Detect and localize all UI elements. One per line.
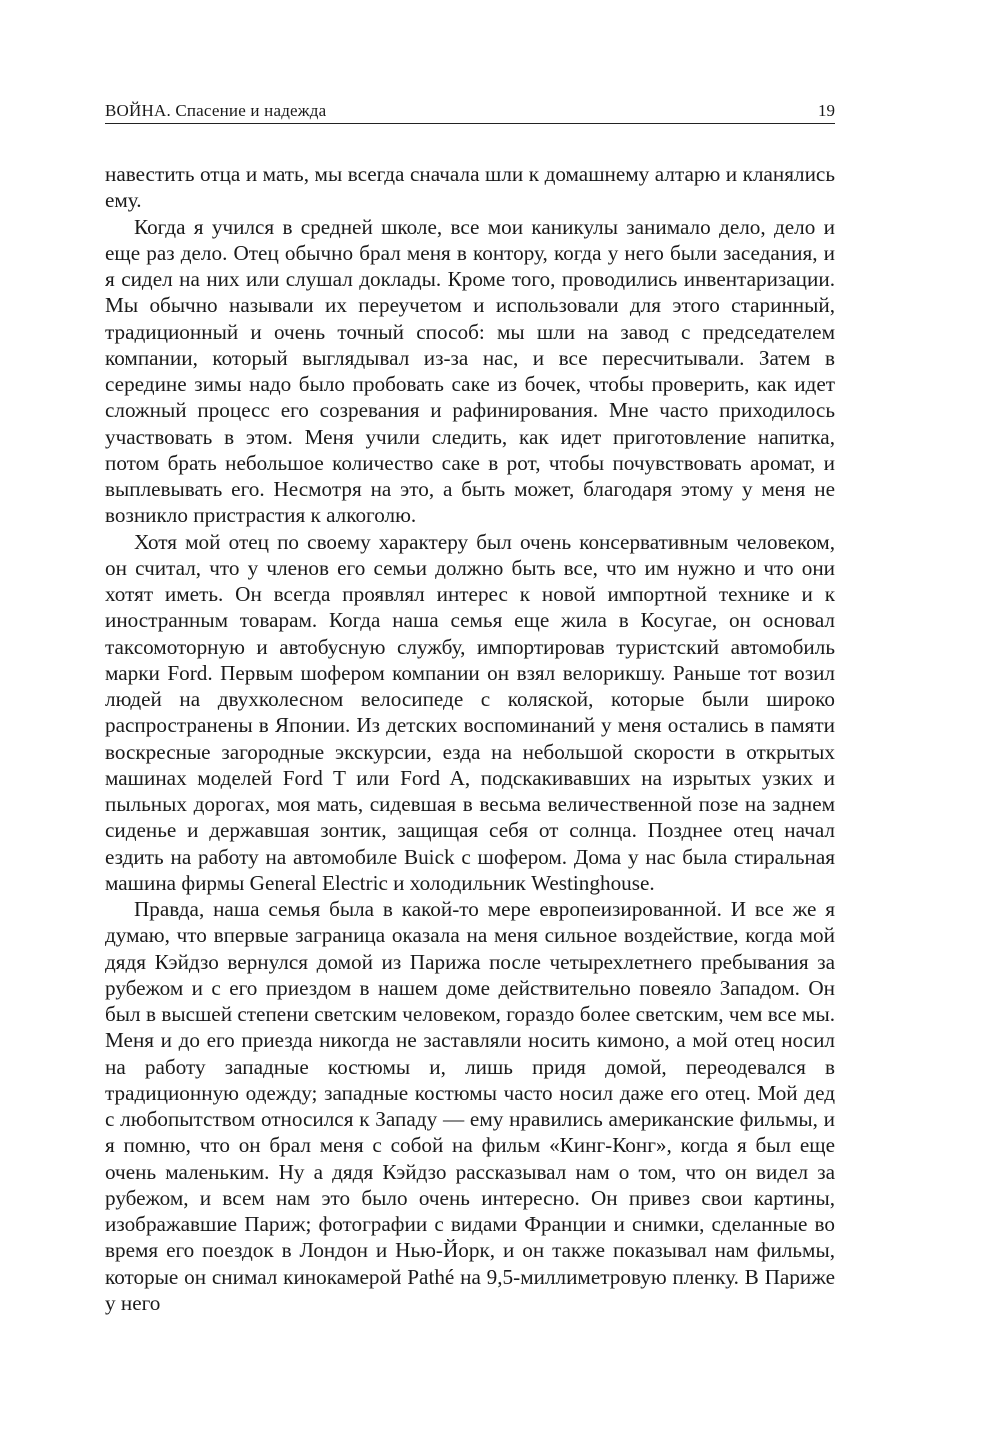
- running-header-title: ВОЙНА. Спасение и надежда: [105, 101, 327, 120]
- paragraph-uncle-keizo: Правда, наша семья была в какой-то мере европеизированной. И все же я думаю, что впервые заграница оказала на меня сильное воздействие, когда мой дядя Кэйдзо вернулся домой из Парижа после четырехлетнего пребывания за рубежом и с его приездом в нашем доме действительно повеяло Западом. Он был в высшей степени светским человеком, гораздо более светским, чем все мы. Меня и до его приезда никогда не заставляли носить кимоно, а мой отец носил на работу западные костюмы и, лишь придя домой, переодевался в традиционную одежду; западные костюмы часто носил даже его отец. Мой дед с любопытством относился к Западу — ему нравились американские фильмы, и я помню, что он брал меня с собой на фильм «Кинг-Конг», когда я был еще очень маленьким. Ну а дядя Кэйдзо рассказывал нам о том, что он видел за рубежом, и всем нам это было очень интересно. Он привез свои картины, изображавшие Париж; фотографии с видами Франции и снимки, сделанные во время его поездок в Лондон и Нью-Йорк, и он также показывал нам фильмы, которые он снимал кинокамерой Pathé на 9,5-миллиметровую пленку. В Париже у него: [105, 897, 835, 1315]
- paragraph-continuation: навестить отца и мать, мы всегда сначала шли к домашнему алтарю и кланялись ему.: [105, 162, 835, 213]
- running-header: [105, 99, 835, 124]
- body-text: [105, 161, 835, 1316]
- page-number: 19: [818, 101, 835, 120]
- paragraph-school-vacations: Когда я учился в средней школе, все мои каникулы занимало дело, дело и еще раз дело. Отец обычно брал меня в контору, когда у него были заседания, и я сидел на них или слушал доклады. Кроме того, проводились инвентаризации. Мы обычно называли их переучетом и использовали для этого старинный, традиционный и очень точный способ: мы шли на завод с председателем компании, который выглядывал из-за нас, и все пересчитывали. Затем в середине зимы надо было пробовать саке из бочек, чтобы проверить, как идет сложный процесс его созревания и рафинирования. Мне часто приходилось участвовать в этом. Меня учили следить, как идет приготовление напитка, потом брать небольшое количество саке в рот, чтобы почувствовать аромат, и выплевывать его. Несмотря на это, а быть может, благодаря этому у меня не возникло пристрастия к алкоголю.: [105, 214, 835, 528]
- paragraph-father-imports: Хотя мой отец по своему характеру был очень консервативным человеком, он считал, что у членов его семьи должно быть все, что им нужно и что они хотят иметь. Он всегда проявлял интерес к новой импортной технике и к иностранным товарам. Когда наша семья еще жила в Косугае, он основал таксомоторную и автобусную службу, импортировав туристский автомобиль марки Ford. Первым шофером компании он взял велорикшу. Раньше тот возил людей на двухколесном велосипеде с коляской, которые были широко распространены в Японии. Из детских воспоминаний у меня остались в памяти воскресные загородные экскурсии, езда на небольшой скорости в открытых машинах моделей Ford T или Ford A, подскакивавших на изрытых узких и пыльных дорогах, моя мать, сидевшая в весьма величественной позе на заднем сиденье и державшая зонтик, защищая себя от солнца. Позднее отец начал ездить на работу на автомобиле Buick с шофером. Дома у нас была стиральная машина фирмы General Electric и холодильник Westinghouse.: [105, 529, 835, 895]
